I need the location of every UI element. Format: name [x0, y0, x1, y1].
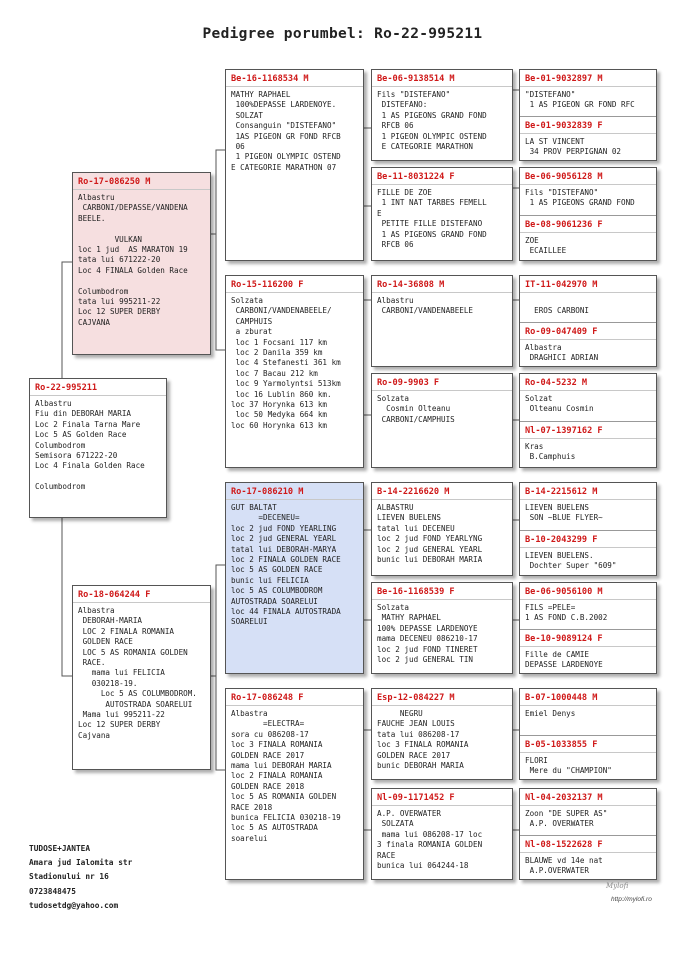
ancestor-pair-card[interactable] [519, 688, 657, 780]
ancestor-id: Nl-07-1397162 F [520, 422, 656, 439]
ancestor-hen[interactable] [520, 421, 656, 468]
great-grandparent-id: Be-06-9138514 M [372, 70, 512, 87]
ancestor-hen[interactable] [520, 735, 656, 780]
grandparent-details: Albastra =ELECTRA= sora cu 086208-17 loc 3 FINALA ROMANIA GOLDEN RACE 2017 mama lui DEBORAH MARIA loc 2 FINALA ROMANIA GOLDEN RACE 2018 loc 5 AS ROMANIA GOLDEN RACE 2018 bunica FELICIA 030218-19 loc 5 AS AUTOSTRADA soarelui [231, 709, 341, 843]
ancestor-cock[interactable] [520, 276, 656, 322]
ancestor-cock[interactable] [520, 689, 656, 735]
ancestor-details: "DISTEFANO" 1 AS PIGEON GR FOND RFC [525, 90, 635, 110]
grandparent-card[interactable] [225, 482, 364, 674]
ancestor-cock[interactable] [520, 483, 656, 530]
ancestor-id: B-10-2043299 F [520, 531, 656, 548]
owner-contact: TUDOSE+JANTEA Amara jud Ialomita str Stadionului nr 16 0723848475 tudosetdg@yahoo.com [29, 844, 133, 910]
great-grandparent-details: Fils "DISTEFANO" DISTEFANO: 1 AS PIGEONS GRAND FOND RFCB 06 1 PIGEON OLYMPIC OSTEND E CATEGORIE MARATHON [377, 90, 487, 152]
grandparent-id: Be-16-1168534 M [226, 70, 363, 87]
great-grandparent-id: Esp-12-084227 M [372, 689, 512, 706]
great-grandparent-card[interactable] [371, 788, 513, 880]
sire-id: Ro-17-086250 M [73, 173, 210, 190]
ancestor-id: B-14-2215612 M [520, 483, 656, 500]
grandparent-id: Ro-17-086248 F [226, 689, 363, 706]
ancestor-id: Be-01-9032897 M [520, 70, 656, 87]
ancestor-id: Ro-04-5232 M [520, 374, 656, 391]
great-grandparent-details: FILLE DE ZOE 1 INT NAT TARBES FEMELL E PETITE FILLE DISTEFANO 1 AS PIGEONS GRAND FOND RFCB 06 [377, 188, 487, 250]
great-grandparent-details: NEGRU FAUCHE JEAN LOUIS tata lui 086208-17 loc 3 FINALA ROMANIA GOLDEN RACE 2017 bunic DEBORAH MARIA [377, 709, 469, 771]
ancestor-hen[interactable] [520, 215, 656, 261]
ancestor-pair-card[interactable] [519, 69, 657, 161]
ancestor-hen[interactable] [520, 116, 656, 161]
great-grandparent-id: Nl-09-1171452 F [372, 789, 512, 806]
ancestor-pair-card[interactable] [519, 167, 657, 261]
ancestor-id: Be-01-9032839 F [520, 117, 656, 134]
great-grandparent-details: Solzata Cosmin Olteanu CARBONI/CAMPHUIS [377, 394, 455, 424]
ancestor-id: Nl-08-1522628 F [520, 836, 656, 853]
ancestor-cock[interactable] [520, 583, 656, 629]
grandparent-details: GUT BALTAT =DECENEU= loc 2 jud FOND YEARLING loc 2 jud GENERAL YEARL tatal lui DEBORAH-MARYA loc 2 FINALA GOLDEN RACE loc 5 AS GOLDEN RACE bunic lui FELICIA loc 5 AS COLUMBODROM AUTOSTRADA SOARELUI loc 44 FINALA AUTOSTRADA SOARELUI [231, 503, 341, 627]
ancestor-details: BLAUWE vd 14e nat A.P.OVERWATER [525, 856, 603, 876]
page-title: Pedigree porumbel: Ro-22-995211 [202, 26, 483, 42]
great-grandparent-id: Ro-09-9903 F [372, 374, 512, 391]
subject-details: Albastru Fiu din DEBORAH MARIA Loc 2 Finala Tarna Mare Loc 5 AS Golden Race Columbodrom Semisora 671222-20 Loc 4 Finala Golden Race Columbodrom [35, 399, 145, 492]
ancestor-id: Nl-04-2032137 M [520, 789, 656, 806]
ancestor-details: Zoon "DE SUPER AS" A.P. OVERWATER [525, 809, 608, 829]
great-grandparent-id: Be-11-8031224 F [372, 168, 512, 185]
ancestor-id: Ro-09-047409 F [520, 323, 656, 340]
ancestor-id: Be-10-9089124 F [520, 630, 656, 647]
great-grandparent-card[interactable] [371, 69, 513, 161]
grandparent-details: Solzata CARBONI/VANDENABEELE/ CAMPHUIS a zburat loc 1 Focsani 117 km loc 2 Danila 359 km loc 4 Stefanesti 361 km loc 7 Bacau 212 km loc 9 Yarmolyntsi 513km loc 16 Lublin 860 km. loc 37 Horynka 613 km loc 50 Medyka 664 km loc 60 Horynka 613 km [231, 296, 341, 430]
ancestor-id: IT-11-042970 M [520, 276, 656, 293]
great-grandparent-details: ALBASTRU LIEVEN BUELENS tatal lui DECENEU loc 2 jud FOND YEARLYNG loc 2 jud GENERAL YEARL bunic lui DEBORAH MARIA [377, 503, 483, 565]
ancestor-cock[interactable] [520, 70, 656, 116]
great-grandparent-card[interactable] [371, 582, 513, 674]
great-grandparent-card[interactable] [371, 373, 513, 468]
grandparent-details: MATHY RAPHAEL 100%DEPASSE LARDENOYE. SOLZAT Consanguin "DISTEFANO" 1AS PIGEON GR FOND RFCB 06 1 PIGEON OLYMPIC OSTEND E CATEGORIE MARATHON 07 [231, 90, 341, 172]
ancestor-pair-card[interactable] [519, 482, 657, 576]
dam-card[interactable] [72, 585, 211, 770]
ancestor-details: LIEVEN BUELENS SON ~BLUE FLYER~ [525, 503, 603, 523]
ancestor-details: Kras B.Camphuis [525, 442, 576, 462]
ancestor-details: ZOE ECAILLEE [525, 236, 567, 256]
ancestor-hen[interactable] [520, 530, 656, 576]
great-grandparent-card[interactable] [371, 688, 513, 780]
great-grandparent-details: Solzata MATHY RAPHAEL 100% DEPASSE LARDENOYE mama DECENEU 086210-17 loc 2 jud FOND TINERET loc 2 jud GENERAL TIN [377, 603, 478, 665]
grandparent-id: Ro-15-116200 F [226, 276, 363, 293]
ancestor-cock[interactable] [520, 168, 656, 215]
ancestor-details: LIEVEN BUELENS. Dochter Super "609" [525, 551, 617, 571]
ancestor-details: Fille de CAMIE DEPASSE LARDENOYE [525, 650, 603, 670]
grandparent-id: Ro-17-086210 M [226, 483, 363, 500]
grandparent-card[interactable] [225, 275, 364, 468]
ancestor-details: Albastra DRAGHICI ADRIAN [525, 343, 599, 363]
great-grandparent-details: A.P. OVERWATER SOLZATA mama lui 086208-17 loc 3 finala ROMANIA GOLDEN RACE bunica lui 064244-18 [377, 809, 483, 871]
ancestor-hen[interactable] [520, 322, 656, 367]
great-grandparent-card[interactable] [371, 482, 513, 576]
ancestor-id: B-05-1033855 F [520, 736, 656, 753]
great-grandparent-id: Ro-14-36808 M [372, 276, 512, 293]
dam-id: Ro-18-064244 F [73, 586, 210, 603]
ancestor-id: B-07-1000448 M [520, 689, 656, 706]
sire-details: Albastru CARBONI/DEPASSE/VANDENA BEELE. VULKAN loc 1 jud AS MARATON 19 tata lui 671222-20 Loc 4 FINALA Golden Race Columbodrom tata lui 995211-22 Loc 12 SUPER DERBY CAJVANA [78, 193, 188, 327]
sire-card[interactable] [72, 172, 211, 355]
subject-id: Ro-22-995211 [30, 379, 166, 396]
ancestor-pair-card[interactable] [519, 788, 657, 880]
ancestor-details: LA ST VINCENT 34 PROV PERPIGNAN 02 [525, 137, 622, 157]
ancestor-hen[interactable] [520, 629, 656, 674]
site-logo: Mylofi [606, 882, 629, 890]
subject-card[interactable] [29, 378, 167, 518]
great-grandparent-id: Be-16-1168539 F [372, 583, 512, 600]
great-grandparent-id: B-14-2216620 M [372, 483, 512, 500]
ancestor-id: Be-08-9061236 F [520, 216, 656, 233]
grandparent-card[interactable] [225, 688, 364, 880]
ancestor-details: Emiel Denys [525, 709, 576, 718]
ancestor-details: EROS CARBONI [534, 306, 590, 316]
ancestor-cock[interactable] [520, 374, 656, 421]
great-grandparent-details: Albastru CARBONI/VANDENABEELE [377, 296, 474, 316]
ancestor-pair-card[interactable] [519, 275, 657, 367]
ancestor-details: Solzat Olteanu Cosmin [525, 394, 594, 414]
ancestor-hen[interactable] [520, 835, 656, 880]
grandparent-card[interactable] [225, 69, 364, 261]
ancestor-details: FILS =PELE= 1 AS FOND C.B.2002 [525, 603, 608, 623]
ancestor-id: Be-06-9056100 M [520, 583, 656, 600]
ancestor-pair-card[interactable] [519, 582, 657, 674]
ancestor-id: Be-06-9056128 M [520, 168, 656, 185]
ancestor-pair-card[interactable] [519, 373, 657, 468]
site-url[interactable]: http://mylofi.ro [611, 896, 652, 903]
ancestor-details: Fils "DISTEFANO" 1 AS PIGEONS GRAND FOND [525, 188, 635, 208]
ancestor-details: FLORI Mere du "CHAMPION" [525, 756, 612, 776]
dam-details: Albastra DEBORAH-MARIA LOC 2 FINALA ROMANIA GOLDEN RACE LOC 5 AS ROMANIA GOLDEN RACE. mama lui FELICIA 030218-19. Loc 5 AS COLUMBODROM. AUTOSTRADA SOARELUI Mama lui 995211-22 Loc 12 SUPER DERBY Cajvana [78, 606, 197, 740]
great-grandparent-card[interactable] [371, 167, 513, 261]
great-grandparent-card[interactable] [371, 275, 513, 367]
ancestor-cock[interactable] [520, 789, 656, 835]
